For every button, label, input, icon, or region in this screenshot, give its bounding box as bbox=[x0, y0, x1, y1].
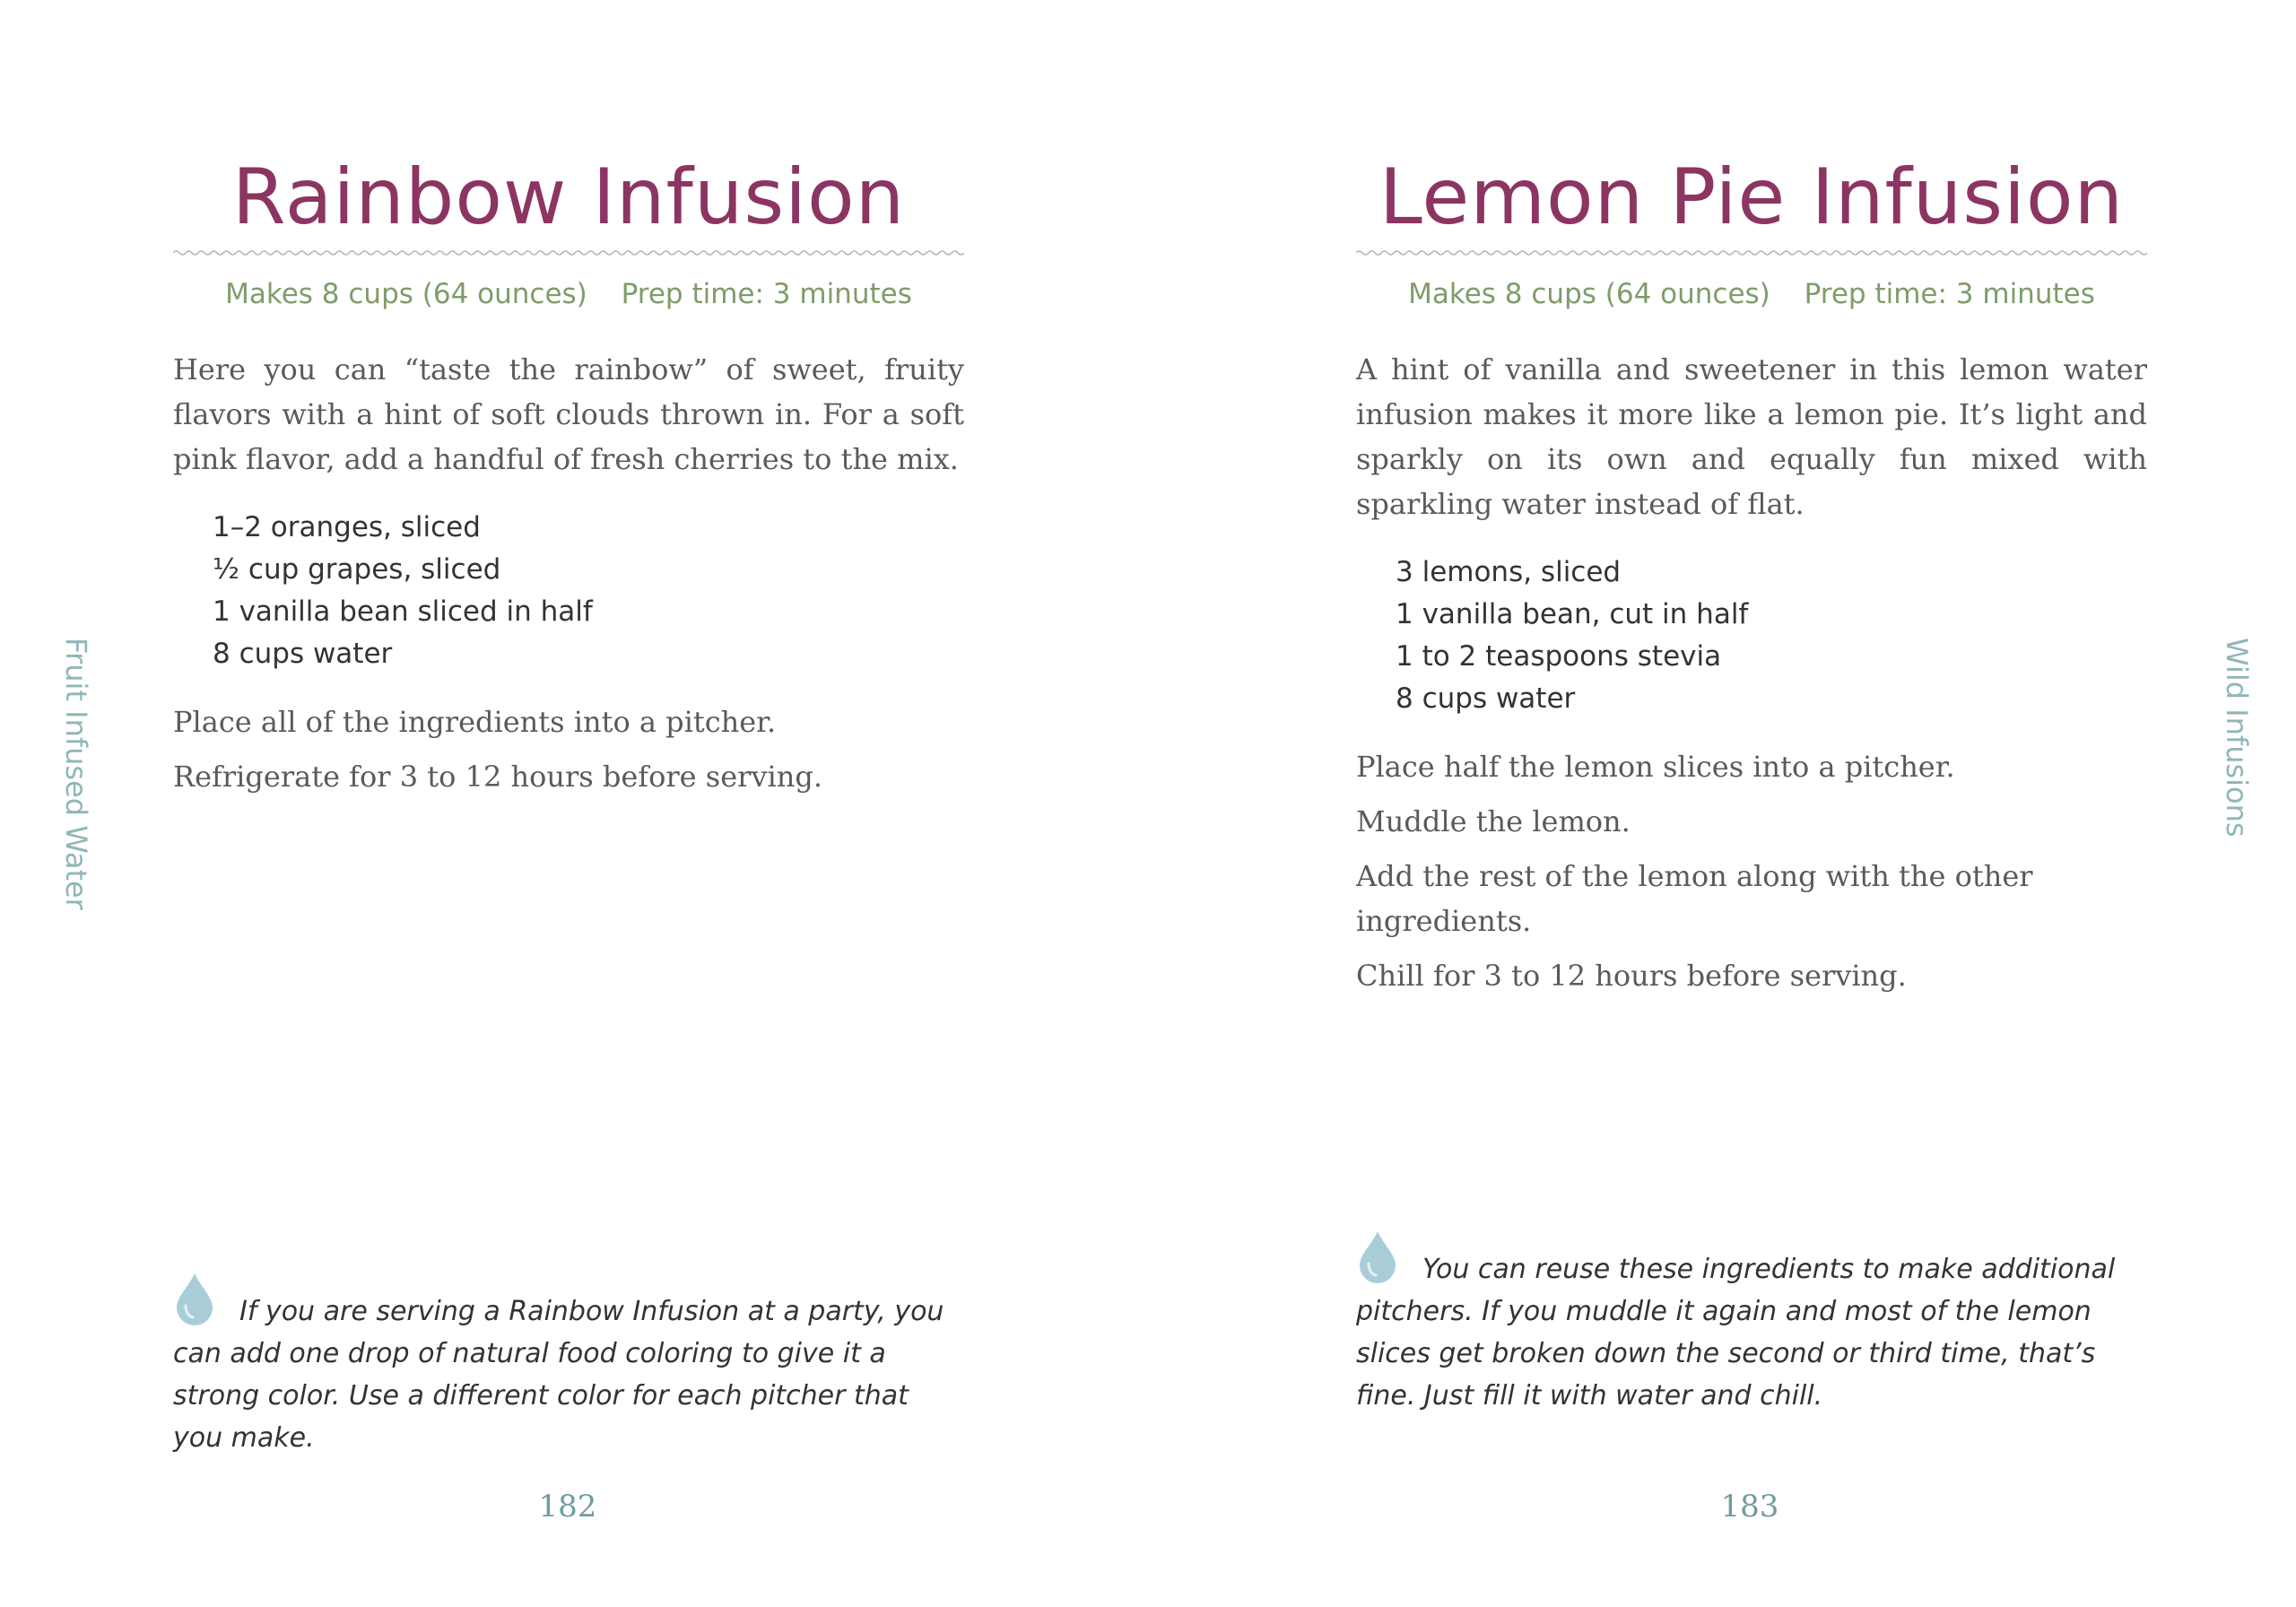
ingredient-item: 1–2 oranges, sliced bbox=[213, 511, 481, 543]
ingredient-item: 8 cups water bbox=[1396, 682, 1576, 715]
recipe-title: Rainbow Infusion bbox=[231, 152, 906, 242]
recipe-title: Lemon Pie Infusion bbox=[1378, 152, 2125, 242]
tip-text: You can reuse these ingredients to make additional pitchers. If you muddle it again and most of the lemon slices get broken down the second or third time, that’s fine. Just fill it with water and chill. bbox=[1356, 1254, 2116, 1412]
prep-time-text: Prep time: 3 minutes bbox=[621, 278, 912, 310]
step-text: Add the rest of the lemon along with the other ingredients. bbox=[1356, 859, 2033, 938]
recipe-steps bbox=[1356, 744, 2147, 1008]
water-drop-icon bbox=[1356, 1229, 1399, 1283]
page-number: 182 bbox=[538, 1489, 597, 1524]
step-text: Chill for 3 to 12 hours before serving. bbox=[1356, 959, 1907, 993]
wavy-divider bbox=[173, 248, 964, 258]
ingredient-item: 8 cups water bbox=[213, 638, 393, 670]
ingredient-list bbox=[213, 507, 593, 675]
step-text: Refrigerate for 3 to 12 hours before serving. bbox=[173, 760, 823, 794]
side-tab-label: Wild Infusions bbox=[2220, 638, 2254, 838]
recipe-intro: A hint of vanilla and sweetener in this lemon water infusion makes it more like a lemon pie. It’s light and sparkly on its own and equally fun mixed with sparkling water instead of flat. bbox=[1356, 352, 2147, 521]
tip-text: If you are serving a Rainbow Infusion at a party, you can add one drop of natural food coloring to give it a strong color. Use a different color for each pitcher that you make. bbox=[173, 1296, 944, 1454]
tip-box bbox=[173, 1272, 964, 1459]
step-text: Place all of the ingredients into a pitcher. bbox=[173, 705, 777, 739]
step-text: Muddle the lemon. bbox=[1356, 804, 1631, 838]
recipe-meta bbox=[173, 274, 964, 314]
step-text: Place half the lemon slices into a pitcher. bbox=[1356, 750, 1955, 784]
page-number: 183 bbox=[1720, 1489, 1779, 1524]
ingredient-list bbox=[1396, 552, 1748, 720]
recipe-meta bbox=[1356, 274, 2147, 314]
side-tab-label: Fruit Infused Water bbox=[59, 638, 93, 910]
tip-box bbox=[1356, 1229, 2147, 1417]
prep-time-text: Prep time: 3 minutes bbox=[1804, 278, 2095, 310]
yield-text: Makes 8 cups (64 ounces) bbox=[1408, 278, 1770, 310]
ingredient-item: 1 vanilla bean sliced in half bbox=[213, 595, 593, 628]
ingredient-item: ½ cup grapes, sliced bbox=[213, 553, 501, 586]
recipe-intro: Here you can “taste the rainbow” of sweet, fruity flavors with a hint of soft clouds thrown in. For a soft pink flavor, add a handful of fresh cherries to the mix. bbox=[173, 352, 964, 476]
ingredient-item: 1 vanilla bean, cut in half bbox=[1396, 598, 1749, 630]
water-drop-icon bbox=[173, 1272, 216, 1325]
yield-text: Makes 8 cups (64 ounces) bbox=[225, 278, 587, 310]
wavy-divider bbox=[1356, 248, 2147, 258]
right-page bbox=[1148, 0, 2296, 1607]
ingredient-item: 1 to 2 teaspoons stevia bbox=[1396, 640, 1722, 673]
recipe-steps bbox=[173, 699, 964, 809]
ingredient-item: 3 lemons, sliced bbox=[1396, 556, 1622, 588]
